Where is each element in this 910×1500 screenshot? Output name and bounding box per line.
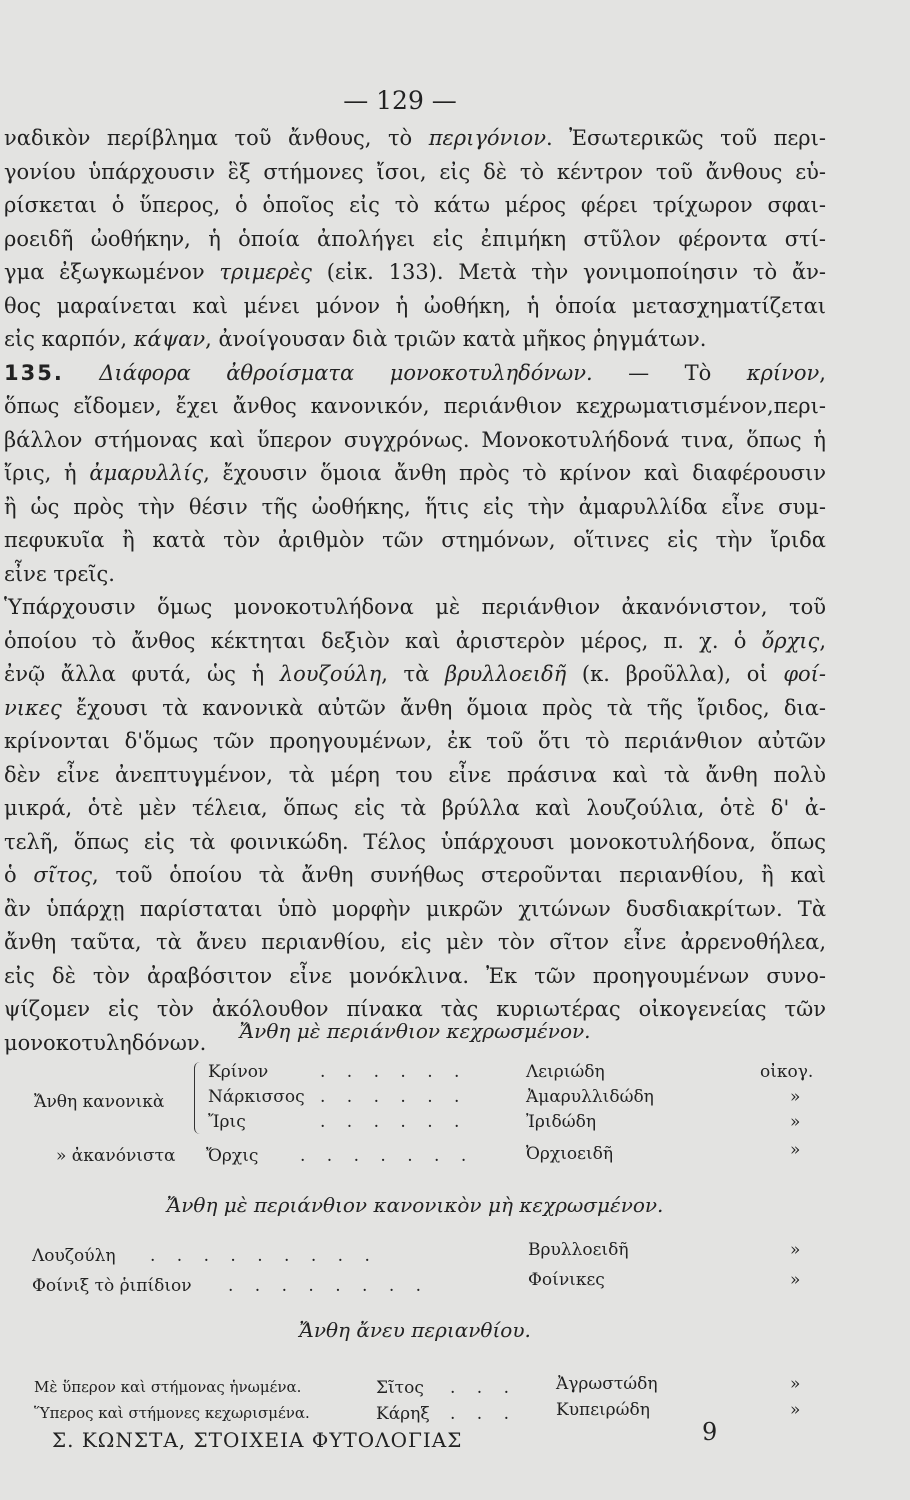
text-line: ναδικὸν περίβλημα τοῦ ἄνθους, τὸ περιγόνιον. Ἐσωτερικῶς τοῦ περι- — [4, 126, 826, 150]
table2-mark: » — [790, 1240, 801, 1260]
text-line: βάλλον στήμονας καὶ ὕπερον συγχρόνως. Μονοκοτυλήδονά τινα, ὅπως ἡ — [4, 427, 826, 452]
table1-plant: Νάρκισσος — [208, 1087, 305, 1107]
text-line: γμα ἐξωγκωμένον τριμερὲς (εἰκ. 133). Μετὰ τὴν γονιμοποίησιν τὸ ἄν- — [4, 260, 826, 284]
text-line: μονοκοτυληδόνων. — [4, 1030, 207, 1055]
text-line: ἢ ὡς πρὸς τὴν θέσιν τῆς ὠοθήκης, ἥτις εἰς τὴν ἀμαρυλλίδα εἶνε συμ- — [4, 494, 826, 519]
table2-family: Φοίνικες — [528, 1270, 605, 1290]
table2-family: Βρυλλοειδῆ — [528, 1240, 629, 1260]
table1-plant: Ἴρις — [208, 1112, 246, 1132]
table1-plant: Κρίνον — [208, 1062, 269, 1082]
text-line: ὅπως εἴδομεν, ἔχει ἄνθος κανονικόν, περιάνθιον κεχρωματισμένον,περι- — [4, 394, 826, 418]
table1-leader: . . . . . . . — [300, 1146, 475, 1166]
text-line: μικρά, ὁτὲ μὲν τέλεια, ὅπως εἰς τὰ βρύλλα καὶ λουζούλια, ὁτὲ δ' ἀ- — [4, 796, 826, 820]
table1-mark: » — [790, 1140, 801, 1160]
text-line: εἰς καρπόν, κάψαν, ἀνοίγουσαν διὰ τριῶν κατὰ μῆκος ῥηγμάτων. — [4, 327, 707, 351]
table1-family: Ὀρχιοειδῆ — [526, 1144, 614, 1164]
text-line: ἴρις, ἡ ἀμαρυλλίς, ἔχουσιν ὅμοια ἄνθη πρὸς τὸ κρίνον καὶ διαφέρουσιν — [4, 461, 826, 485]
text-line: ὁ σῖτος, τοῦ ὁποίου τὰ ἄνθη συνήθως στεροῦνται περιανθίου, ἢ καὶ — [4, 863, 826, 887]
section-number: 135. — [4, 360, 64, 385]
text-line: ψίζομεν εἰς τὸν ἀκόλουθον πίνακα τὰς κυριωτέρας οἰκογενείας τῶν — [4, 997, 826, 1021]
table2-mark: » — [790, 1270, 801, 1290]
table1-group-label: Ἄνθη κανονικὰ — [34, 1092, 165, 1112]
table2-leader: . . . . . . . . — [228, 1276, 430, 1296]
text-line: κρίνονται δ'ὅμως τῶν προηγουμένων, ἐκ τοῦ ὅτι τὸ περιάνθιον αὐτῶν — [4, 729, 826, 753]
text-line: ὁποίου τὸ ἄνθος κέκτηται δεξιὸν καὶ ἀριστερὸν μέρος, π. χ. ὁ ὄρχις, — [4, 628, 826, 653]
footer-running-title: Σ. ΚΩΝΣΤΑ, ΣΤΟΙΧΕΙΑ ΦΥΤΟΛΟΓΙΑΣ — [52, 1428, 463, 1452]
table1-leader: . . . . . . — [320, 1112, 468, 1132]
table2-leader: . . . . . . . . . — [150, 1246, 378, 1266]
table3-mark: » — [790, 1400, 801, 1420]
table1-mark: » — [790, 1112, 801, 1132]
paragraph-main — [4, 390, 826, 1060]
table1-caption: Ἄνθη μὲ περιάνθιον κεχρωσμένον. — [239, 1019, 591, 1043]
text-line: τελῆ, ὅπως εἰς τὰ φοινικώδη. Τέλος ὑπάρχουσι μονοκοτυλήδονα, ὅπως — [4, 829, 826, 854]
table2-caption: Ἄνθη μὲ περιάνθιον κανονικὸν μὴ κεχρωσμένον. — [166, 1193, 664, 1217]
text-line: γονίου ὑπάρχουσιν ἓξ στήμονες ἴσοι, εἰς δὲ τὸ κέντρον τοῦ ἄνθους εὑ- — [4, 159, 826, 184]
table3-plant: Σῖτος — [376, 1378, 424, 1398]
section-title: Διάφορα ἀθροίσματα μονοκοτυληδόνων. — [99, 360, 593, 385]
table3-leader: . . . — [450, 1404, 518, 1424]
table2-plant: Λουζούλη — [32, 1246, 116, 1266]
table2-plant: Φοίνιξ τὸ ῥιπίδιον — [32, 1276, 192, 1296]
table1-irregular-label: » ἀκανόνιστα — [56, 1146, 176, 1166]
text-line: θος μαραίνεται καὶ μένει μόνον ἡ ὠοθήκη, ἡ ὁποία μετασχηματίζεται — [4, 293, 826, 318]
table1-mark: οἰκογ. — [760, 1062, 814, 1082]
table1-leader: . . . . . . — [320, 1087, 468, 1107]
text-line: ρίσκεται ὁ ὕπερος, ὁ ὁποῖος εἰς τὸ κάτω μέρος φέρει τρίχωρον σφαι- — [4, 193, 826, 217]
text-line: δὲν εἶνε ἀνεπτυγμένον, τὰ μέρη του εἶνε πράσινα καὶ τὰ ἄνθη πολὺ — [4, 762, 826, 787]
text-line: Ὑπάρχουσιν ὅμως μονοκοτυλήδονα μὲ περιάνθιον ἀκανόνιστον, τοῦ — [4, 595, 826, 619]
text-line: νικες ἔχουσι τὰ κανονικὰ αὐτῶν ἄνθη ὅμοια πρὸς τὰ τῆς ἴριδος, δια- — [4, 695, 826, 720]
table3-description: Μὲ ὕπερον καὶ στήμονας ἡνωμένα. — [34, 1378, 302, 1396]
table1-leader: . . . . . . — [320, 1062, 468, 1082]
text-line: ἂν ὑπάρχῃ παρίσταται ὑπὸ μορφὴν μικρῶν χιτώνων δυσδιακρίτων. Τὰ — [4, 896, 826, 921]
table1-brace — [194, 1062, 205, 1134]
table1-family: Λειριώδη — [526, 1062, 605, 1082]
table3-leader: . . . — [450, 1378, 518, 1398]
text-line: ἐνῷ ἄλλα φυτά, ὡς ἡ λουζούλη, τὰ βρυλλοειδῆ (κ. βροῦλλα), οἱ φοί- — [4, 662, 826, 686]
text-line: ἄνθη ταῦτα, τὰ ἄνευ περιανθίου, εἰς μὲν τὸν σῖτον εἶνε ἀρρενοθήλεα, — [4, 930, 826, 954]
table3-description: Ὕπερος καὶ στήμονες κεχωρισμένα. — [34, 1404, 310, 1422]
table3-family: Κυπειρώδη — [556, 1400, 650, 1420]
text-line: ροειδῆ ὠοθήκην, ἡ ὁποία ἀπολήγει εἰς ἐπιμήκη στῦλον φέροντα στί- — [4, 226, 826, 251]
table3-plant: Κάρηξ — [376, 1404, 430, 1424]
signature-number: 9 — [702, 1418, 718, 1446]
table1-plant: Ὄρχις — [206, 1146, 259, 1166]
table1-mark: » — [790, 1087, 801, 1107]
text-line: εἰς δὲ τὸν ἀραβόσιτον εἶνε μονόκλινα. Ἐκ τῶν προηγουμένων συνο- — [4, 963, 826, 988]
text-line: εἶνε τρεῖς. — [4, 561, 115, 586]
table3-mark: » — [790, 1374, 801, 1394]
page-number: — 129 — — [343, 86, 457, 115]
text-line: πεφυκυῖα ἢ κατὰ τὸν ἀριθμὸν τῶν στημόνων, οἵτινες εἰς τὴν ἴριδα — [4, 528, 826, 552]
paragraph-top — [4, 122, 826, 357]
body-text — [4, 122, 826, 1060]
table1-family: Ἰριδώδη — [526, 1112, 597, 1132]
table1-family: Ἀμαρυλλιδώδη — [526, 1087, 654, 1107]
section-first-line: — Τὸ κρίνον, — [628, 360, 826, 385]
section-heading-line — [4, 357, 826, 391]
table3-family: Ἀγρωστώδη — [556, 1374, 658, 1394]
table3-caption: Ἄνθη ἄνευ περιανθίου. — [299, 1318, 531, 1342]
